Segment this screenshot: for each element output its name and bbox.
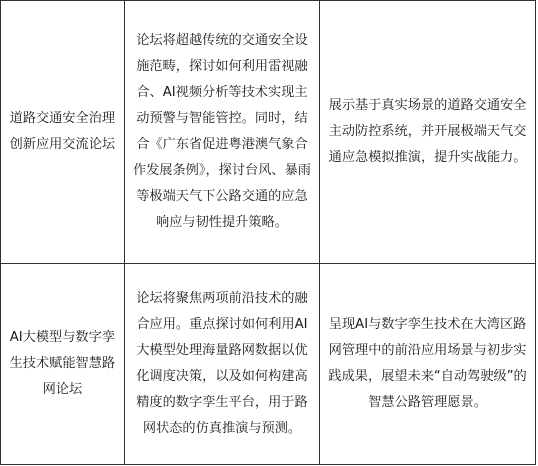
- forum-name: AI大模型与数字孪生技术赋能智慧路网论坛: [9, 330, 116, 397]
- forum-name-cell: [1, 1, 125, 264]
- forum-outcome: 展示基于真实场景的道路交通安全主动防控系统，并开展极端天气交通应急模拟推演，提升实战能力。: [328, 98, 527, 165]
- forum-outcome-cell: [320, 264, 536, 465]
- forum-name-cell: [1, 264, 125, 465]
- forum-content-cell: [124, 1, 319, 264]
- forum-outcome: 呈现AI与数字孪生技术在大湾区路网管理中的前沿应用场景与初步实践成果，展望未来“自动驾驶级”的智慧公路管理愿景。: [328, 317, 527, 410]
- table-row: [1, 1, 536, 264]
- forum-content-cell: [124, 264, 319, 465]
- forum-name: 道路交通安全治理创新应用交流论坛: [9, 111, 116, 152]
- table-row: [1, 264, 536, 465]
- forum-content: 论坛将聚焦两项前沿技术的融合应用。重点探讨如何利用AI大模型处理海量路网数据以优化调度决策，以及如何构建高精度的数字孪生平台，用于路网状态的仿真推演与预测。: [136, 291, 308, 436]
- forum-outcome-cell: [320, 1, 536, 264]
- forum-content: 论坛将超越传统的交通安全设施范畴，探讨如何利用雷视融合、AI视频分析等技术实现主动预警与智能管控。同时，结合《广东省促进粤港澳气象合作发展条例》，探讨台风、暴雨等极端天气下公路交通的应急响应与韧性提升策略。: [132, 33, 311, 230]
